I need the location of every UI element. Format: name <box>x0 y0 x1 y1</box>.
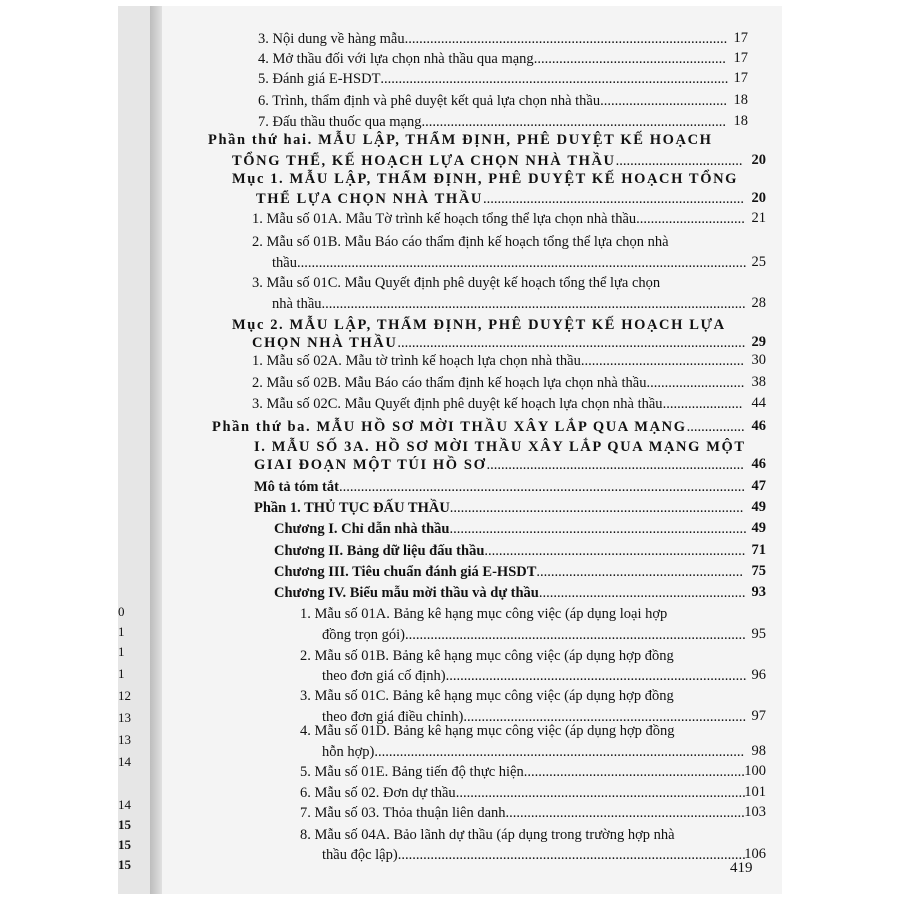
toc-entry-title: Chương II. Bảng dữ liệu đấu thầu <box>274 543 485 559</box>
toc-page-number: 97 <box>751 708 766 724</box>
toc-entry-title: 4. Mẫu số 01D. Bảng kê hạng mục công việc (áp dụng hợp đồng <box>300 723 675 739</box>
left-page-number: 1 <box>118 624 125 639</box>
toc-entry <box>274 520 747 538</box>
leader-dots: ......................................................... <box>538 585 746 601</box>
toc-entry <box>272 254 747 272</box>
leader-dots: ....................................................................... <box>486 457 744 473</box>
toc-entry-title: theo đơn giá cố định) <box>322 668 446 684</box>
left-page-number: 12 <box>118 688 131 703</box>
toc-page-number: 17 <box>733 30 748 46</box>
toc-page-number: 95 <box>751 626 766 642</box>
toc-entry-title: Chương III. Tiêu chuẩn đánh giá E-HSDT <box>274 564 537 580</box>
leader-dots: ......................................................................................... <box>404 31 728 47</box>
toc-entry-title: 4. Mở thầu đối với lựa chọn nhà thầu qua mạng <box>258 51 534 67</box>
toc-entry <box>212 418 745 436</box>
toc-entry <box>254 478 745 496</box>
toc-entry <box>300 605 667 623</box>
leader-dots: ................................................................................................ <box>380 71 729 87</box>
leader-dots: .............................................................................................. <box>404 627 746 643</box>
toc-page-number: 106 <box>744 846 766 862</box>
toc-page-number: 17 <box>733 50 748 66</box>
toc-entry-title: 7. Đấu thầu thuốc qua mạng <box>258 114 422 130</box>
left-page-number: 13 <box>118 732 131 747</box>
toc-entry <box>322 626 746 644</box>
toc-entry-title: Phần thứ hai. MẪU LẬP, THẨM ĐỊNH, PHÊ DUYỆT KẾ HOẠCH <box>208 132 713 148</box>
leader-dots: ........................................................................ <box>484 543 746 559</box>
toc-entry <box>252 334 746 352</box>
toc-entry <box>300 763 745 781</box>
toc-entry <box>272 295 746 313</box>
toc-entry-title: CHỌN NHÀ THẦU <box>252 335 398 351</box>
toc-entry <box>252 352 744 370</box>
toc-page-number: 100 <box>744 763 766 779</box>
toc-page-number: 93 <box>751 584 766 600</box>
toc-page-number: 49 <box>751 499 766 515</box>
toc-page-number: 25 <box>751 254 766 270</box>
toc-page-number: 103 <box>744 804 766 820</box>
toc-entry-title: 5. Mẫu số 01E. Bảng tiến độ thực hiện <box>300 764 524 780</box>
toc-entry <box>300 722 675 740</box>
toc-page-number: 47 <box>751 478 766 494</box>
toc-entry <box>258 113 726 131</box>
toc-entry-title: 2. Mẫu số 01B. Mẫu Báo cáo thẩm định kế hoạch tổng thể lựa chọn nhà <box>252 234 669 250</box>
toc-page-number: 75 <box>751 563 766 579</box>
left-page-number: 0 <box>118 604 125 619</box>
toc-entry <box>232 170 738 188</box>
toc-page-number: 44 <box>751 395 766 411</box>
toc-entry <box>252 233 669 251</box>
toc-page-number: 30 <box>751 352 766 368</box>
leader-dots: ................................................................................................ <box>397 847 746 863</box>
leader-dots: ................................................................................ <box>455 785 746 801</box>
left-page-number: 15 <box>118 857 131 872</box>
left-page-number: 15 <box>118 837 131 852</box>
leader-dots: ..................................................... <box>533 51 726 67</box>
toc-entry-title: 7. Mẫu số 03. Thỏa thuận liên danh <box>300 805 506 821</box>
toc-entry-title: 2. Mẫu số 01B. Bảng kê hạng mục công việc (áp dụng hợp đồng <box>300 648 674 664</box>
toc-entry <box>254 499 744 517</box>
toc-page-number: 98 <box>751 743 766 759</box>
toc-page-number: 17 <box>733 70 748 86</box>
toc-page-number: 101 <box>744 784 766 800</box>
toc-entry-title: 3. Mẫu số 01C. Mẫu Quyết định phê duyệt kế hoạch tổng thể lựa chọn <box>252 275 661 291</box>
leader-dots: ................ <box>686 419 745 435</box>
toc-entry <box>300 826 675 844</box>
left-page-number: 1 <box>118 666 125 681</box>
toc-entry-title: 5. Đánh giá E-HSDT <box>258 71 381 87</box>
leader-dots: ............................................................................................................................ <box>296 255 747 271</box>
toc-entry <box>256 190 744 208</box>
toc-entry <box>252 274 660 292</box>
toc-entry-title: theo đơn giá điều chỉnh) <box>322 709 464 725</box>
toc-page-number: 21 <box>751 210 766 226</box>
leader-dots: ........................... <box>646 375 745 391</box>
toc-entry-title: Chương IV. Biểu mẫu mời thầu và dự thầu <box>274 585 539 601</box>
leader-dots: ..................................................................................................................... <box>321 296 746 312</box>
leader-dots: ......................................................... <box>536 564 744 580</box>
leader-dots: .................................................................. <box>505 805 745 821</box>
leader-dots: .............................................................................. <box>463 709 747 725</box>
toc-page-number: 29 <box>751 334 766 350</box>
toc-entry <box>274 563 744 581</box>
toc-entry <box>300 687 674 705</box>
toc-page-number: 20 <box>751 152 766 168</box>
toc-page-number: 18 <box>733 92 748 108</box>
toc-entry <box>322 743 745 761</box>
toc-entry <box>208 131 713 149</box>
toc-entry-title: 8. Mẫu số 04A. Bảo lãnh dự thầu (áp dụng trong trường hợp nhà <box>300 827 675 843</box>
left-page-number: 14 <box>118 754 131 769</box>
toc-entry-title: 1. Mẫu số 01A. Mẫu Tờ trình kế hoạch tổng thể lựa chọn nhà thầu <box>252 211 637 227</box>
leader-dots: .................................................................................... <box>421 114 726 130</box>
leader-dots: ................................................................................. <box>449 500 744 516</box>
toc-entry-title: 3. Mẫu số 02C. Mẫu Quyết định phê duyệt kế hoạch lựa chọn nhà thầu <box>252 396 663 412</box>
leader-dots: ................................................................................... <box>445 668 747 684</box>
toc-entry-title: hỗn hợp) <box>322 744 375 760</box>
toc-entry <box>254 438 746 456</box>
toc-page-number: 49 <box>751 520 766 536</box>
toc-page-number: 28 <box>751 295 766 311</box>
toc-entry-title: đồng trọn gói) <box>322 627 405 643</box>
toc-entry-title: TỔNG THỂ, KẾ HOẠCH LỰA CHỌN NHÀ THẦU <box>232 153 616 169</box>
page-number: 419 <box>730 860 753 876</box>
left-page-number: 1 <box>118 644 125 659</box>
leader-dots: ................................................................................................ <box>397 335 746 351</box>
toc-entry <box>300 804 745 822</box>
toc-page-number: 71 <box>751 542 766 558</box>
toc-entry <box>254 456 744 474</box>
leader-dots: ...................................................................................................... <box>374 744 745 760</box>
toc-entry <box>258 70 729 88</box>
toc-entry-title: 6. Trình, thẩm định và phê duyệt kết quả lựa chọn nhà thầu <box>258 93 601 109</box>
toc-entry-title: nhà thầu <box>272 296 322 312</box>
toc-page-number: 96 <box>751 667 766 683</box>
left-page-number: 15 <box>118 817 131 832</box>
leader-dots: ........................................................................ <box>482 191 744 207</box>
toc-entry <box>258 92 727 110</box>
toc-page-number: 46 <box>751 418 766 434</box>
toc-page-number: 20 <box>751 190 766 206</box>
toc-entry-title: Phần thứ ba. MẪU HỒ SƠ MỜI THẦU XÂY LẮP QUA MẠNG <box>212 419 687 435</box>
toc-entry <box>252 395 743 413</box>
toc-entry-title: I. MẪU SỐ 3A. HỒ SƠ MỜI THẦU XÂY LẮP QUA MẠNG MỘT <box>254 439 746 455</box>
left-page-number: 14 <box>118 797 131 812</box>
toc-entry-title: 2. Mẫu số 02B. Mẫu Báo cáo thẩm định kế hoạch lựa chọn nhà thầu <box>252 375 647 391</box>
toc-entry-title: Mục 2. MẪU LẬP, THẨM ĐỊNH, PHÊ DUYỆT KẾ HOẠCH LỰA <box>232 317 726 333</box>
toc-entry-title: thầu độc lập) <box>322 847 398 863</box>
toc-entry-title: 6. Mẫu số 02. Đơn dự thầu <box>300 785 456 801</box>
toc-entry-title: Phần 1. THỦ TỤC ĐẤU THẦU <box>254 500 450 516</box>
leader-dots: ................................... <box>600 93 727 109</box>
toc-page-number: 46 <box>751 456 766 472</box>
toc-entry-title: Mục 1. MẪU LẬP, THẨM ĐỊNH, PHÊ DUYỆT KẾ HOẠCH TỔNG <box>232 171 739 187</box>
toc-entry-title: 3. Mẫu số 01C. Bảng kê hạng mục công việc (áp dụng hợp đồng <box>300 688 674 704</box>
toc-entry <box>258 50 726 68</box>
toc-entry-title: thầu <box>272 255 297 271</box>
toc-entry <box>300 647 674 665</box>
toc-entry <box>274 584 746 602</box>
toc-entry-title: 1. Mẫu số 02A. Mẫu tờ trình kế hoạch lựa chọn nhà thầu <box>252 353 581 369</box>
toc-entry-title: Mô tả tóm tắt <box>254 479 339 495</box>
toc-entry-title: Chương I. Chỉ dẫn nhà thầu <box>274 521 450 537</box>
toc-entry <box>300 784 746 802</box>
toc-entry <box>274 542 746 560</box>
toc-entry <box>258 30 728 48</box>
toc-entry <box>322 667 747 685</box>
toc-entry <box>232 316 726 334</box>
toc-entry-title: GIAI ĐOẠN MỘT TÚI HỒ SƠ <box>254 457 487 473</box>
leader-dots: ............................................. <box>580 353 744 369</box>
toc-entry-title: 3. Nội dung về hàng mẫu <box>258 31 405 47</box>
toc-entry <box>252 374 745 392</box>
toc-page-number: 18 <box>733 113 748 129</box>
toc-entry <box>232 152 743 170</box>
leader-dots: ................................... <box>615 153 743 169</box>
leader-dots: .................................................................................. <box>449 521 747 537</box>
leader-dots: ............................................................. <box>523 764 745 780</box>
toc-entry-title: THỂ LỰA CHỌN NHÀ THẦU <box>256 191 483 207</box>
toc-entry-title: 1. Mẫu số 01A. Bảng kê hạng mục công việc (áp dụng loại hợp <box>300 606 668 622</box>
leader-dots: ...................... <box>662 396 743 412</box>
leader-dots: ................................................................................................................ <box>338 479 745 495</box>
toc-entry <box>252 210 745 228</box>
toc-page-number: 38 <box>751 374 766 390</box>
leader-dots: .............................. <box>636 211 745 227</box>
left-page-number: 13 <box>118 710 131 725</box>
toc-entry <box>322 846 746 864</box>
